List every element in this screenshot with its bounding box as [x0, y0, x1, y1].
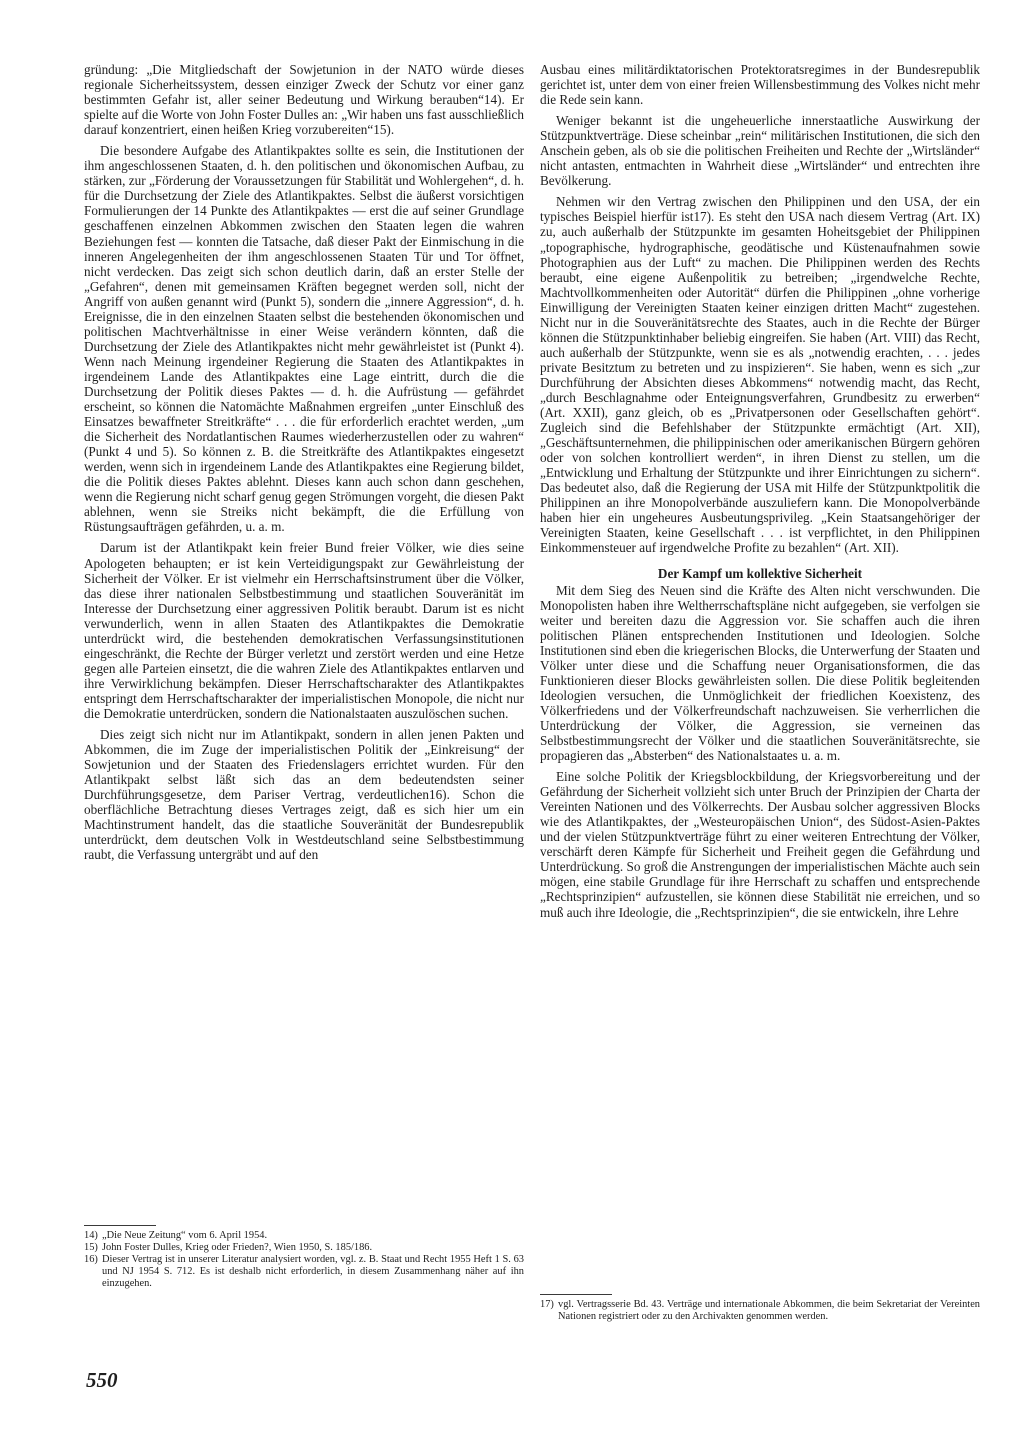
footnote-divider	[540, 1294, 612, 1295]
paragraph: Dies zeigt sich nicht nur im Atlantikpakt, sondern in allen jenen Pakten und Abkommen, die im Zuge der imperialistischen Politik der „Einkreisung“ der Sowjetunion und der Staaten des Friedenslagers errichtet wurden. Für den Atlantikpakt selbst läßt sich das an dem bedeutendsten seiner Durchführungsgesetze, dem Pariser Vertrag, verdeutlichen16). Schon die oberflächliche Betrachtung dieses Vertrages zeigt, daß es sich hier um ein Machtinstrument handelt, das die staatliche Souveränität der Bundesrepublik unterdrückt, dem deutschen Volk in Westdeutschland seine Selbstbestimmung raubt, die Verfassung untergräbt und auf den	[84, 727, 524, 863]
footnote-number: 17)	[540, 1299, 554, 1310]
footnote-text: „Die Neue Zeitung“ vom 6. April 1954.	[102, 1230, 268, 1241]
footnote-number: 15)	[84, 1241, 98, 1253]
footnote-divider	[84, 1225, 156, 1226]
footnote-number: 14)	[84, 1230, 98, 1241]
left-column	[84, 62, 524, 868]
footnote-text: vgl. Vertragsserie Bd. 43. Verträge und internationale Abkommen, die beim Sekretariat der Vereinten Nationen registriert oder zu den Archivakten genommen werden.	[558, 1299, 980, 1322]
footnote-number: 16)	[84, 1253, 98, 1265]
paragraph: Nehmen wir den Vertrag zwischen den Philippinen und den USA, der ein typisches Beispiel hierfür ist17). Es steht den USA nach diesem Vertrag (Art. IX) zu, auch außerhalb der Stützpunkte im gesamten Hoheitsgebiet der Philippinen „topographische, hydrographische, geodätische und Küstenaufnahmen sowie Photographien aus der Luft“ zu machen. Die Philippinen werden des Rechts beraubt, eine eigene Außenpolitik zu betreiben; „irgendwelche Rechte, Machtvollkommenheiten oder Autorität“ dürfen die Philippinen „ohne vorherige Einwilligung der Vereinigten Staaten keiner einzigen dritten Macht“ zugestehen. Nicht nur in die Souveränitätsrechte des Staates, auch in die Rechte der Bürger können die Stützpunktinhaber beliebig eingreifen. Sie haben (Art. VIII) das Recht, auch außerhalb der Stützpunkte, wenn sie es als „notwendig erachten, . . . jedes private Besitztum zu betreten und zu inspizieren“. Sie haben, wenn es sich „zur Durchführung der Absichten dieses Abkommens“ notwendig macht, das Recht, „durch Beschlagnahme oder Enteignungsverfahren, Grundbesitz zu erwerben“ (Art. XXII), ganz gleich, ob es „Privatpersonen oder Gesellschaften gehört“. Zugleich sind die Befehlshaber der Stützpunkte ermächtigt (Art. XII), „Geschäftsunternehmen, die philippinischen oder amerikanischen Bürgern gehören oder von solchen kontrolliert werden“, in ihren Dienst zu stellen, um die „Entwicklung und Erhaltung der Stützpunkte und ihrer Einrichtungen zu sichern“. Das bedeutet also, daß die Regierung der USA mit Hilfe der Stützpunktpolitik die Philippinen an ihre Monopolverbände auszuliefern kann. Die Monopolverbände haben hier ein ungeheures Ausbeutungsprivileg. „Kein Staatsangehöriger der Vereinigten Staaten, keine Gesellschaft . . . ist verpflichtet, in den Philippinen Einkommensteuer auf irgendwelche Profite zu bezahlen“ (Art. XII).	[540, 194, 980, 556]
paragraph: Die besondere Aufgabe des Atlantikpaktes sollte es sein, die Institutionen der ihm angeschlossenen Staaten, d. h. den politischen und ökonomischen Aufbau, zu stärken, zur „Förderung der Voraussetzungen für Stabilität und Wohlergehen“, d. h. für die Durchsetzung der Ziele des Atlantikpaktes. Selbst die äußerst vorsichtigen Formulierungen der 14 Punkte des Atlantikpaktes — erst die auf seiner Grundlage geschaffenen einzelnen Abkommen zwischen den Staaten legen die wahren Beziehungen fest — konnten die Tatsache, daß dieser Pakt der Einmischung in die inneren Angelegenheiten der ihm angeschlossenen Staaten Tür und Tor öffnet, nicht verdecken. Das zeigt sich schon deutlich darin, daß an erster Stelle der „Gefahren“, denen mit gemeinsamen Kräften begegnet werden soll, nicht der Angriff von außen genannt wird (Punkt 5), sondern die „innere Aggression“, d. h. Ereignisse, die in den einzelnen Staaten selbst die bestehenden ökonomischen und politischen Machtverhältnisse in einer Weise verändern könnten, daß die Durchsetzung der Ziele des Atlantikpaktes nicht mehr gewährleistet ist (Punkt 4). Wenn nach Meinung irgendeiner Regierung die Staaten des Atlantikpaktes in irgendeinem Lande des Atlantikpaktes eine Lage eintritt, durch die die Durchsetzung der Politik dieses Paktes — d. h. die Aufrüstung — gefährdet erscheint, so können die Natomächte Maßnahmen ergreifen „unter Einschluß des Einsatzes bewaffneter Streitkräfte“ . . . die für erforderlich erachtet werden, „um die Sicherheit des Nordatlantischen Raumes wiederherzustellen oder zu wahren“ (Punkt 4 und 5). So können z. B. die Streitkräfte des Atlantikpaktes eingesetzt werden, wenn sich in irgendeinem Lande des Atlantikpaktes eine Regierung bildet, die die Politik dieses Paktes ablehnt. Dieses kann auch schon dann geschehen, wenn die Regierung nicht scharf genug gegen Strömungen vorgeht, die diesen Pakt ablehnen, wenn sie Streiks nicht bekämpft, die die Erfüllung von Rüstungsaufträgen gefährden, u. a. m.	[84, 143, 524, 535]
footnote	[84, 1254, 524, 1290]
page-number: 550	[86, 1368, 118, 1392]
footnote-text: Dieser Vertrag ist in unserer Literatur analysiert worden, vgl. z. B. Staat und Recht 1955 Heft 1 S. 63 und NJ 1954 S. 712. Es ist deshalb nicht erforderlich, in diesem Zusammenhang näher auf ihn einzugehen.	[102, 1253, 524, 1289]
right-column	[540, 62, 980, 926]
footnotes-left	[84, 1221, 524, 1290]
footnotes-right	[540, 1290, 980, 1323]
section-heading: Der Kampf um kollektive Sicherheit	[657, 565, 863, 581]
paragraph: Weniger bekannt ist die ungeheuerliche innerstaatliche Auswirkung der Stützpunktverträge. Diese scheinbar „rein“ militärischen Institutionen, die sich den Anschein geben, als ob sie die politischen Freiheiten und Rechte der „Wirtsländer“ nicht antasten, entmachten in Wahrheit diese „Wirtsländer“ und entrechten ihre Bevölkerung.	[540, 113, 980, 189]
paragraph: Ausbau eines militärdiktatorischen Protektoratsregimes in der Bundesrepublik gerichtet ist, unter dem von einer freien Willensbestimmung des Volkes nicht mehr die Rede sein kann.	[540, 62, 980, 108]
paragraph: gründung: „Die Mitgliedschaft der Sowjetunion in der NATO würde dieses regionale Sicherheitssystem, dessen einziger Zweck der Schutz vor einer ganz bestimmten Gefahr ist, aller seiner Bedeutung und Wirkung berauben“14). Er spielte auf die Worte von John Foster Dulles an: „Wir haben uns fast ausschließlich darauf konzentriert, einen heißen Krieg vorzubereiten“15).	[84, 62, 524, 138]
footnote	[540, 1299, 980, 1323]
footnote-text: John Foster Dulles, Krieg oder Frieden?, Wien 1950, S. 185/186.	[102, 1241, 373, 1253]
paragraph: Eine solche Politik der Kriegsblockbildung, der Kriegsvorbereitung und der Gefährdung der Sicherheit vollzieht sich unter Bruch der Prinzipien der Charta der Vereinten Nationen und des Völkerrechts. Der Ausbau solcher aggressiven Blocks wie des Atlantikpaktes, der „Westeuropäischen Union“, des Südost-Asien-Paktes und der vielen Stützpunktverträge führt zu einer weiteren Entrechtung der Völker, verschärft deren Kämpfe für Sicherheit und Freiheit gegen die Gefährdung und Unterdrückung. So groß die Anstrengungen der imperialistischen Mächte auch sein mögen, eine stabile Grundlage für ihre Herrschaft zu schaffen und entsprechende „Rechtsprinzipien“ aufzustellen, sie können diese Stabilität nie erreichen, und so muß auch ihre Ideologie, die „Rechtsprinzipien“, die sie entwickeln, ihre Lehre	[540, 769, 980, 920]
paragraph: Darum ist der Atlantikpakt kein freier Bund freier Völker, wie dies seine Apologeten behaupten; er ist kein Verteidigungspakt zur Gewährleistung der Sicherheit der Völker. Er ist vielmehr ein Herrschaftsinstrument über die Völker, das diese ihrer nationalen Selbstbestimmung und staatlichen Souveränität im Interesse der Durchsetzung einer aggressiven Politik beraubt. Darum ist es nicht verwunderlich, wenn in allen Staaten des Atlantikpaktes die Demokratie unterdrückt wird, die bestehenden demokratischen Verfassungsinstitutionen eingeschränkt, die Rechte der Bürger verletzt und zerstört werden und eine Hetze gegen alle Parteien einsetzt, die die wahren Ziele des Atlantikpaktes entlarven und ihre Verwirklichung bekämpfen. Dieser Herrschaftscharakter des Atlantikpaktes entspringt dem Herrschaftscharakter der imperialistischen Monopole, die nicht nur die Demokratie unterdrücken, sondern die Nationalstaaten auszulöschen suchen.	[84, 540, 524, 721]
paragraph: Mit dem Sieg des Neuen sind die Kräfte des Alten nicht verschwunden. Die Monopolisten haben ihre Weltherrschaftspläne nicht aufgegeben, sie verfolgen sie weiter und bereiten dazu die Aggression vor. Sie schaffen auch die ihren politischen Plänen entsprechenden Institutionen und Ideologien. Solche Institutionen sind eben die kriegerischen Blocks, die Unterwerfung der Staaten und Völker unter diese und die Schaffung neuer Organisationsformen, die das Funktionieren dieser Blocks gewährleisten sollen. Die diese Politik begleitenden Ideologien versuchen, die Unmöglichkeit der friedlichen Koexistenz, des Völkerfriedens und der Völkerfreundschaft nachzuweisen. Sie verherrlichen die Unterdrückung der Völker, die Aggression, sie verneinen das Selbstbestimmungsrecht der Völker und die staatlichen Souveränitätsrechte, sie propagieren das „Absterben“ des Nationalstaates u. a. m.	[540, 582, 980, 764]
footnote	[84, 1242, 524, 1254]
footnote	[84, 1230, 524, 1242]
